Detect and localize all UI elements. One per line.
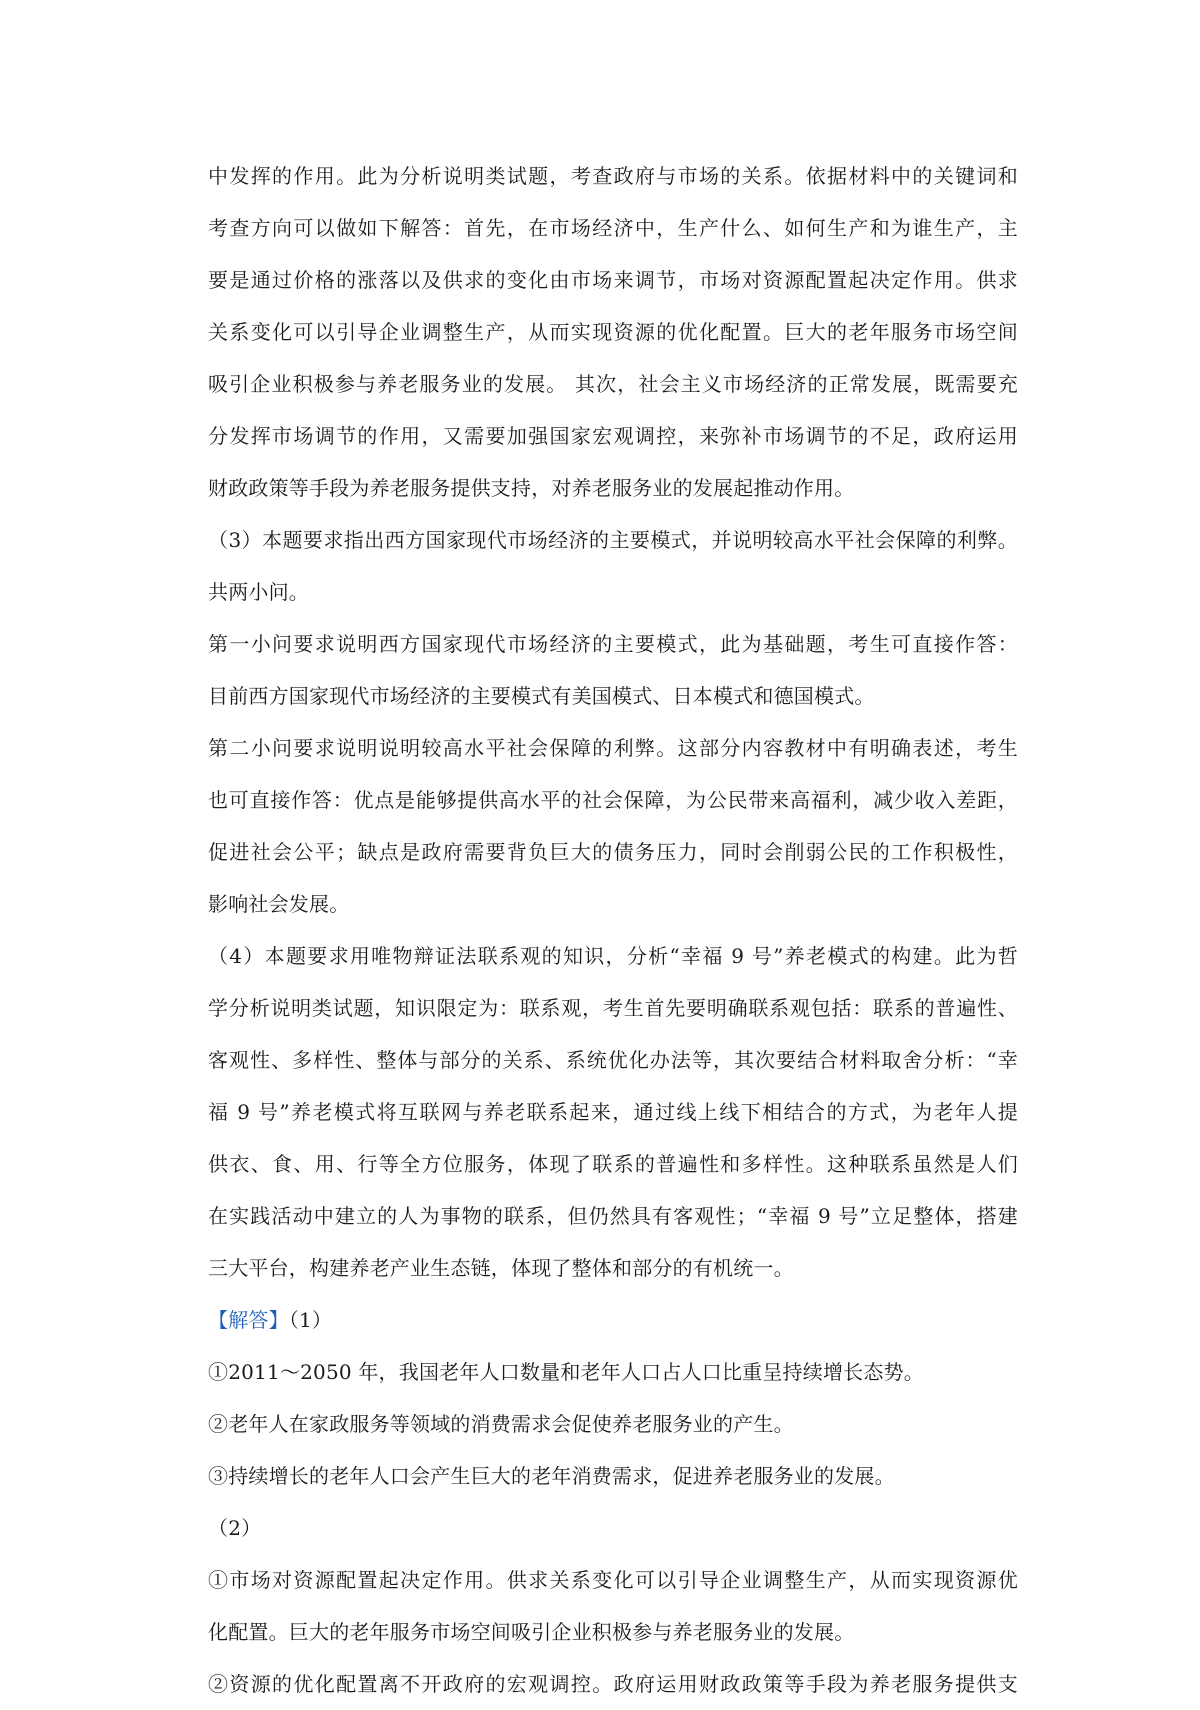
body-line: 学分析说明类试题，知识限定为：联系观，考生首先要明确联系观包括：联系的普遍性、 (208, 996, 1018, 1020)
body-line: 目前西方国家现代市场经济的主要模式有美国模式、日本模式和德国模式。 (208, 684, 875, 708)
body-line: 三大平台，构建养老产业生态链，体现了整体和部分的有机统一。 (208, 1256, 794, 1280)
body-line: 福 9 号”养老模式将互联网与养老联系起来，通过线上线下相结合的方式，为老年人提 (208, 1100, 1018, 1124)
answer-part-label: （2） (208, 1516, 262, 1540)
body-line: 第二小问要求说明说明较高水平社会保障的利弊。这部分内容教材中有明确表述，考生 (208, 736, 1018, 760)
body-line: 考查方向可以做如下解答：首先，在市场经济中，生产什么、如何生产和为谁生产，主 (208, 216, 1018, 240)
body-line: 客观性、多样性、整体与部分的关系、系统优化办法等，其次要结合材料取舍分析：“幸 (208, 1048, 1018, 1072)
answer-part-label: （1） (288, 1308, 333, 1332)
document-body (208, 150, 1018, 1710)
body-line: 第一小问要求说明西方国家现代市场经济的主要模式，此为基础题，考生可直接作答： (208, 632, 1018, 656)
body-line: 供衣、食、用、行等全方位服务，体现了联系的普遍性和多样性。这种联系虽然是人们 (208, 1152, 1018, 1176)
body-line: （3）本题要求指出西方国家现代市场经济的主要模式，并说明较高水平社会保障的利弊。 (208, 528, 1018, 552)
body-line: 分发挥市场调节的作用，又需要加强国家宏观调控，来弥补市场调节的不足，政府运用 (208, 424, 1018, 448)
answer-line: ②老年人在家政服务等领域的消费需求会促使养老服务业的产生。 (208, 1412, 794, 1436)
answer-line: ②资源的优化配置离不开政府的宏观调控。政府运用财政政策等手段为养老服务提供支 (208, 1672, 1018, 1696)
body-line: 关系变化可以引导企业调整生产，从而实现资源的优化配置。巨大的老年服务市场空间 (208, 320, 1018, 344)
body-line: 影响社会发展。 (208, 892, 350, 916)
answer-line: ①市场对资源配置起决定作用。供求关系变化可以引导企业调整生产，从而实现资源优 (208, 1568, 1018, 1592)
answer-marker: 【解答】 (208, 1308, 289, 1332)
body-line: 财政政策等手段为养老服务提供支持，对养老服务业的发展起推动作用。 (208, 476, 855, 500)
answer-line: ①2011～2050 年，我国老年人口数量和老年人口占人口比重呈持续增长态势。 (208, 1360, 924, 1384)
body-line: （4）本题要求用唯物辩证法联系观的知识，分析“幸福 9 号”养老模式的构建。此为哲 (208, 944, 1018, 968)
body-line: 也可直接作答：优点是能够提供高水平的社会保障，为公民带来高福利，减少收入差距， (208, 788, 1018, 812)
body-line: 吸引企业积极参与养老服务业的发展。 其次，社会主义市场经济的正常发展，既需要充 (208, 372, 1018, 396)
body-line: 在实践活动中建立的人为事物的联系，但仍然具有客观性；“幸福 9 号”立足整体，搭建 (208, 1204, 1018, 1228)
body-line: 中发挥的作用。此为分析说明类试题，考查政府与市场的关系。依据材料中的关键词和 (208, 164, 1018, 188)
body-line: 要是通过价格的涨落以及供求的变化由市场来调节，市场对资源配置起决定作用。供求 (208, 268, 1018, 292)
body-line: 促进社会公平；缺点是政府需要背负巨大的债务压力，同时会削弱公民的工作积极性， (208, 840, 1018, 864)
answer-heading (208, 1294, 1018, 1346)
body-line: 共两小问。 (208, 580, 309, 604)
answer-line: ③持续增长的老年人口会产生巨大的老年消费需求，促进养老服务业的发展。 (208, 1464, 895, 1488)
answer-line: 化配置。巨大的老年服务市场空间吸引企业积极参与养老服务业的发展。 (208, 1620, 855, 1644)
